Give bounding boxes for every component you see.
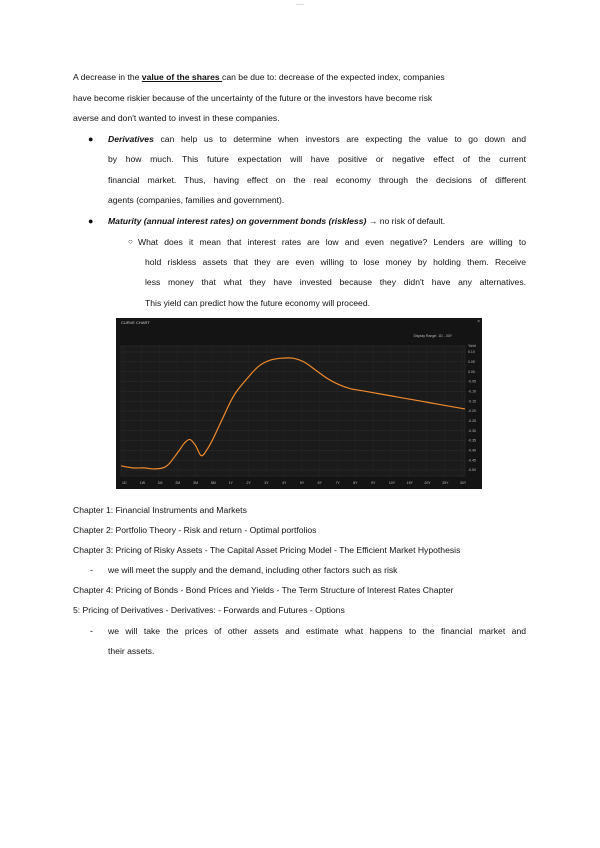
x-tick-label: 20Y [424, 481, 431, 485]
bullet1-line-4: agents (companies, families and government). [108, 195, 285, 205]
chapter-5-note-2: their assets. [108, 646, 155, 656]
x-tick-label: 2Y [246, 481, 251, 485]
y-tick-label: -0.45 [468, 458, 476, 463]
derivatives-term: Derivatives [108, 134, 154, 144]
maturity-term: Maturity (annual interest rates) on government bonds (riskless) [108, 216, 367, 226]
display-range: Display Range: 1D - 30Y [413, 334, 452, 338]
intro-line-2: have become riskier because of the uncertainty of the future or the investors have become risk [73, 93, 433, 103]
sub-bullet-circle: ○ [128, 237, 133, 246]
bullet1-text-1: can help us to determine when investors are expecting the value to go down and [153, 134, 526, 144]
sub-line-1: What does it mean that interest rates are low and even negative? Lenders are willing to [138, 237, 526, 247]
dash-2: - [90, 626, 93, 636]
y-tick-label: 0.00 [468, 369, 475, 374]
x-tick-label: 6M [210, 481, 216, 485]
x-tick-label: 7Y [335, 481, 340, 485]
intro-line-3: averse and don't wanted to invest in these companies. [73, 113, 280, 123]
y-tick-label: -0.05 [468, 379, 476, 384]
x-tick-label: 2M [175, 481, 181, 485]
x-tick-label: 9Y [371, 481, 376, 485]
y-tick-label: -0.50 [468, 468, 476, 473]
y-tick-label: 0.10 [468, 350, 475, 355]
x-tick-label: 3Y [264, 481, 269, 485]
x-tick-label: 25Y [442, 481, 449, 485]
sub-line-4: This yield can predict how the future economy will proceed. [145, 298, 370, 308]
x-tick-label: 8Y [353, 481, 358, 485]
x-tick-label: 1D [122, 481, 127, 485]
bullet2-rest: → no risk of default. [366, 216, 446, 226]
y-tick-label: -0.25 [468, 419, 476, 424]
y-tick-label: -0.10 [468, 389, 476, 394]
bullet1-line-1 [108, 129, 526, 150]
yield-curve-chart [116, 318, 482, 489]
bullet2-line [108, 211, 445, 232]
x-tick-label: 6Y [317, 481, 322, 485]
chapter-4: Chapter 4: Pricing of Bonds - Bond Prices and Yields - The Term Structure of Interest Rates Chapter [73, 585, 454, 595]
value-of-shares-link[interactable]: value of the shares [141, 72, 223, 82]
x-tick-label: 3M [193, 481, 199, 485]
chapter-1: Chapter 1: Financial Instruments and Markets [73, 505, 247, 515]
intro-post: can be due to: decrease of the expected index, companies [222, 72, 445, 82]
chart-plot [116, 318, 482, 489]
x-tick-label: 15Y [406, 481, 413, 485]
chapter-5-note-1: we will take the prices of other assets and estimate what happens to the financial market and [108, 626, 526, 636]
sub-line-2: hold riskless assets that they are even willing to lose money by holding them. Receive [145, 257, 526, 267]
x-tick-label: 1W [139, 481, 146, 485]
chapter-3: Chapter 3: Pricing of Risky Assets - The Capital Asset Pricing Model - The Efficient Market Hypothesis [73, 545, 461, 555]
bullet-dot-1: ● [88, 134, 94, 144]
y-tick-label: -0.35 [468, 438, 476, 443]
y-tick-label: 0.05 [468, 360, 475, 365]
y-axis-title: Yield [468, 344, 476, 348]
y-tick-label: -0.30 [468, 428, 476, 433]
x-tick-label: 30Y [460, 481, 467, 485]
close-icon[interactable]: × [477, 319, 480, 325]
chapter-2: Chapter 2: Portfolio Theory - Risk and return - Optimal portfolios [73, 525, 317, 535]
intro-line-1 [73, 67, 513, 88]
y-tick-label: -0.20 [468, 409, 476, 414]
y-tick-label: -0.40 [468, 448, 476, 453]
intro-pre: A decrease in the [73, 72, 142, 82]
x-tick-label: 4Y [282, 481, 287, 485]
x-tick-label: 1M [157, 481, 163, 485]
x-tick-label: 5Y [299, 481, 305, 485]
bullet1-line-3: financial market. Thus, having effect on the real economy through the decisions of different [108, 175, 526, 185]
dash-1: - [90, 565, 93, 575]
chapter-3-note: we will meet the supply and the demand, including other factors such as risk [108, 565, 398, 575]
chart-title: CURVE CHART [121, 320, 150, 325]
bullet1-line-2: by how much. This future expectation will have positive or negative effect of the current [108, 154, 526, 164]
bullet-dot-2: ● [88, 216, 94, 226]
x-tick-label: 1Y [228, 481, 234, 485]
sub-line-3: less money that what they have invested because they didn't have any alternatives. [145, 277, 526, 287]
x-tick-label: 10Y [388, 481, 396, 485]
chapter-5: 5: Pricing of Derivatives - Derivatives: - Forwards and Futures - Options [73, 605, 345, 615]
header-mark: .... [296, 0, 304, 7]
y-tick-label: -0.15 [468, 399, 476, 404]
